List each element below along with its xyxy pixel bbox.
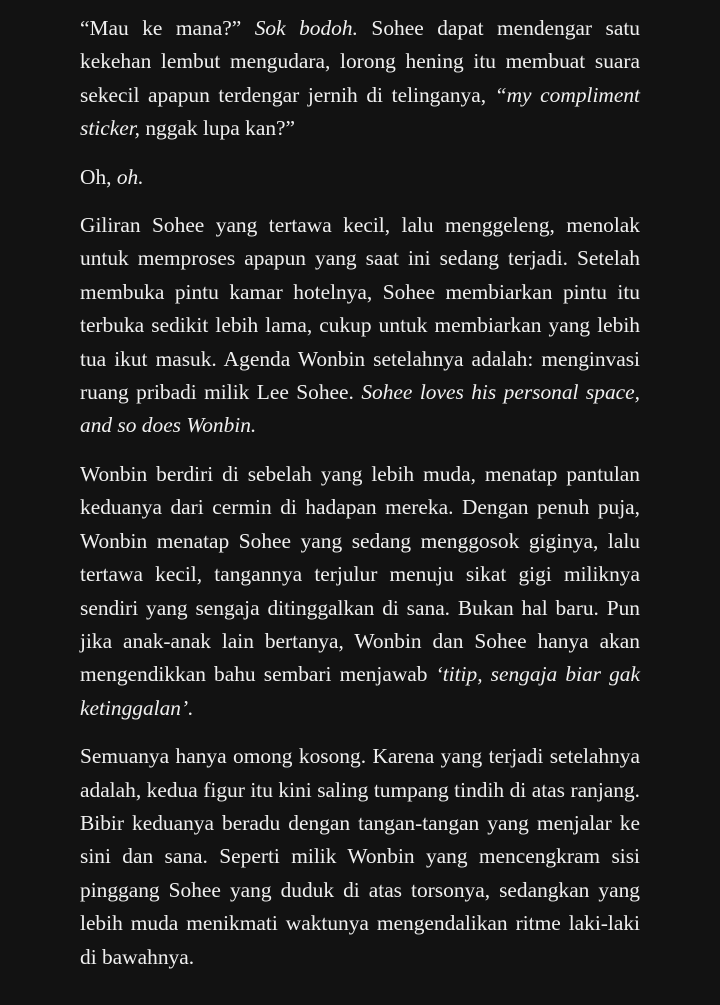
paragraph-4 (80, 458, 640, 725)
text-segment: Semuanya hanya omong kosong. Karena yang terjadi setelahnya adalah, kedua figur itu kini saling tumpang tindih di atas ranjang. Bibir keduanya beradu dengan tangan-tangan yang menjalar ke sini dan sana. Seperti milik Wonbin yang mencengkram sisi pinggang Sohee yang duduk di atas torsonya, sedangkan yang lebih muda menikmati waktunya mengendalikan ritme laki-laki di bawahnya. (80, 744, 640, 969)
paragraph-3 (80, 209, 640, 443)
italic-segment: Sohee loves his personal space, and so does Wonbin. (80, 380, 640, 438)
text-segment: “Mau ke mana?” (80, 16, 255, 40)
italic-segment: oh. (116, 164, 144, 189)
text-segment: Wonbin berdiri di sebelah yang lebih muda, menatap pantulan keduanya dari cermin di hadapan mereka. Dengan penuh puja, Wonbin menatap Sohee yang sedang menggosok giginya, lalu tertawa kecil, tangannya terjulur menuju sikat gigi miliknya sendiri yang sengaja ditinggalkan di sana. Bukan hal baru. Pun jika anak-anak lain bertanya, Wonbin dan Sohee hanya akan mengendikkan bahu sembari menjawab (80, 461, 640, 687)
text-segment: Sohee dapat mendengar satu kekehan lembut mengudara, lorong hening itu membuat suara sekecil apapun terdengar jernih di telinganya, (80, 16, 640, 107)
text-segment: nggak lupa kan?” (140, 116, 296, 141)
italic-segment: Sok bodoh. (254, 16, 358, 40)
paragraph-5 (80, 740, 640, 974)
paragraph-1 (80, 12, 640, 146)
italic-segment: ‘titip, sengaja biar gak ketinggalan’. (80, 662, 640, 720)
italic-segment: “my compliment sticker, (80, 82, 640, 141)
paragraph-2 (80, 161, 640, 194)
text-segment: Giliran Sohee yang tertawa kecil, lalu menggeleng, menolak untuk memproses apapun yang saat ini sedang terjadi. Setelah membuka pintu kamar hotelnya, Sohee membiarkan pintu itu terbuka sedikit lebih lama, cukup untuk membiarkan yang lebih tua ikut masuk. Agenda Wonbin setelahnya adalah: menginvasi ruang pribadi milik Lee Sohee. (80, 213, 640, 405)
text-segment: Oh, (80, 164, 117, 189)
